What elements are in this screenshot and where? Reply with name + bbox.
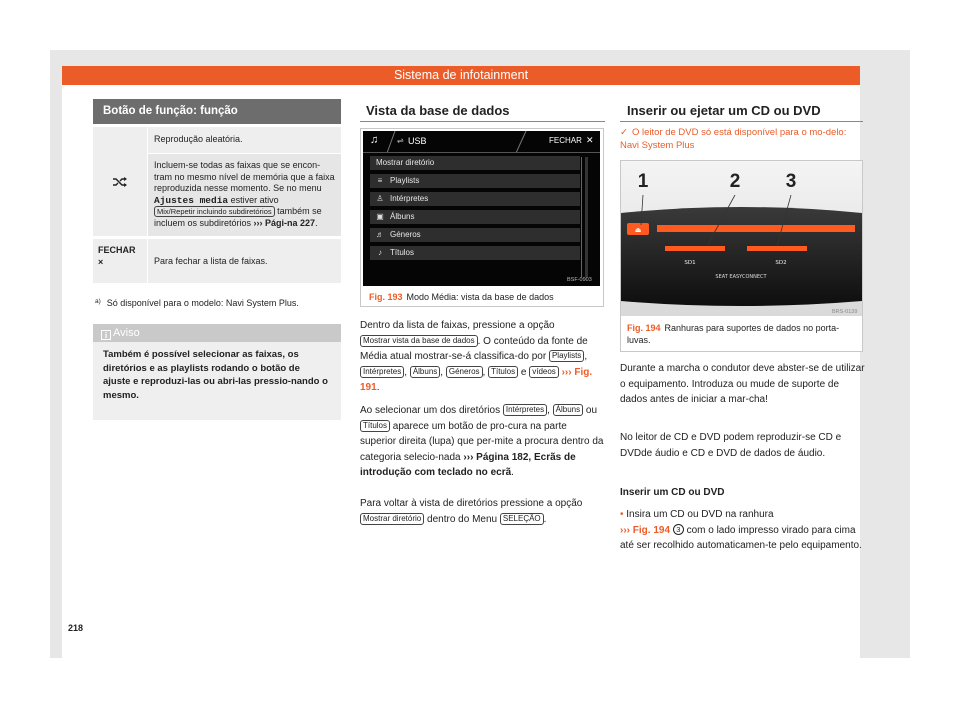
availability-note: ✓ O leitor de DVD só está disponível para o mo-delo: Navi System Plus bbox=[620, 127, 847, 151]
function-table bbox=[93, 99, 341, 283]
table-row bbox=[93, 127, 341, 236]
paragraph: Ao selecionar um dos diretórios Intérpretes , Álbuns ou Títulos aparece um botão de pro-cura na parte superior direita (lupa) que per-mite a procura dentro da categoria selecio-nada ››› Página 182, Ecrãs de introdução com teclado no ecrã. bbox=[360, 405, 604, 478]
figure-reference[interactable]: ››› Fig. 194 bbox=[620, 524, 671, 536]
artist-icon: ♙ bbox=[376, 194, 384, 203]
page-reference[interactable]: ››› Pági-na 227 bbox=[253, 217, 316, 228]
option-button: Mostrar diretório bbox=[360, 513, 424, 525]
figure-code: BRS-0139 bbox=[832, 309, 858, 315]
notice-title: Aviso bbox=[113, 327, 140, 339]
page-reference[interactable]: ››› Página 182, Ecrãs de introdução com teclado no ecrã bbox=[360, 451, 576, 478]
close-button[interactable]: FECHAR bbox=[549, 136, 582, 145]
subheading: Inserir um CD ou DVD bbox=[620, 487, 725, 498]
paragraph: Dentro da lista de faixas, pressione a opção Mostrar vista da base de dados . O conteúdo da fonte de Média atual mostrar-se-á classifica-do por Playlists , Intérpretes , Álbuns , Géneros , Títulos e vídeos ››› Fig. 191. bbox=[360, 320, 593, 393]
glovebox-photo bbox=[621, 161, 862, 316]
bullet: • bbox=[620, 509, 627, 520]
info-icon bbox=[101, 328, 111, 346]
option-button: Álbuns bbox=[410, 366, 440, 378]
media-screen bbox=[363, 131, 600, 286]
list-item[interactable]: ♪ Títulos bbox=[370, 246, 580, 260]
usb-icon: ⇌ bbox=[397, 136, 404, 145]
list-item[interactable]: Mostrar diretório bbox=[370, 156, 580, 170]
option-button: Intérpretes bbox=[503, 404, 547, 416]
section-heading: Vista da base de dados bbox=[366, 103, 510, 118]
list-item[interactable]: ≡ Playlists bbox=[370, 174, 580, 188]
option-button: Mostrar vista da base de dados bbox=[360, 335, 478, 347]
music-note-icon: ♫ bbox=[370, 134, 379, 146]
scrollbar[interactable] bbox=[585, 157, 588, 277]
option-button: Intérpretes bbox=[360, 366, 404, 378]
function-label: FECHAR bbox=[98, 245, 136, 255]
option-button: Géneros bbox=[446, 366, 483, 378]
figure-code: BSF-0903 bbox=[567, 277, 592, 283]
notice-text: Também é possível selecionar as faixas, os diretórios e as playlists rodando o botão de ajuste e reproduzi-las ou abri-las pressio-nando o mesmo. bbox=[103, 349, 328, 401]
svg-text:⏏: ⏏ bbox=[634, 226, 642, 234]
option-button: Títulos bbox=[488, 366, 518, 378]
figure-caption: Fig. 193 Modo Média: vista da base de dados bbox=[369, 292, 554, 302]
paragraph: No leitor de CD e DVD podem reproduzir-se CD e DVDde áudio e CD e DVD de dados de áudio. bbox=[620, 432, 842, 459]
option-button: Álbuns bbox=[553, 404, 583, 416]
figure-reference[interactable]: ››› Fig. 191 bbox=[360, 366, 593, 393]
figure-caption: Fig. 194 Ranhuras para suportes de dados no porta-luvas. bbox=[627, 323, 840, 345]
callout-2: 2 bbox=[729, 171, 741, 192]
list-item[interactable]: ▣ Álbuns bbox=[370, 210, 580, 224]
notice-box bbox=[93, 324, 341, 420]
paragraph: Durante a marcha o condutor deve abster-se de utilizar o equipamento. Introduza ou mude de suporte de dados antes de iniciar a mar-cha! bbox=[620, 363, 865, 405]
running-header: Sistema de infotainment bbox=[62, 66, 860, 85]
option-button: SELEÇÃO bbox=[500, 513, 544, 525]
step: • Insira um CD ou DVD na ranhura ››› Fig. 194 3 com o lado impresso virado para cima até ser recolhido automaticamen-te pelo equipamento. bbox=[620, 509, 862, 551]
table-cell: Para fechar a lista de faixas. bbox=[154, 256, 268, 266]
option-button: Títulos bbox=[360, 420, 390, 432]
callout-number: 3 bbox=[673, 524, 684, 535]
table-cell: Reprodução aleatória. bbox=[148, 127, 341, 154]
source-label: USB bbox=[408, 136, 427, 146]
section-heading: Inserir ou ejetar um CD ou DVD bbox=[627, 103, 821, 118]
note-icon: ♪ bbox=[378, 248, 382, 257]
shuffle-icon bbox=[93, 127, 148, 236]
list-item[interactable]: ♙ Intérpretes bbox=[370, 192, 580, 206]
table-header: Botão de função: função bbox=[93, 99, 341, 124]
close-icon: × bbox=[98, 257, 104, 267]
paragraph: Para voltar à vista de diretórios pressione a opção Mostrar diretório dentro do Menu SELEÇÃO . bbox=[360, 498, 583, 525]
list-item[interactable]: ♬ Géneros bbox=[370, 228, 580, 242]
option-button: vídeos bbox=[529, 366, 559, 378]
check-icon: ✓ bbox=[620, 127, 628, 138]
genre-icon: ♬ bbox=[376, 230, 384, 239]
menu-option-pill: Mix/Repetir incluindo subdiretórios bbox=[154, 206, 275, 217]
playlist-icon: ≡ bbox=[377, 176, 383, 185]
close-icon: ✕ bbox=[586, 135, 594, 145]
footnote: $^{a)}$ Só disponível para o modelo: Navi System Plus. bbox=[95, 298, 299, 308]
table-row bbox=[93, 239, 341, 283]
page-number: 218 bbox=[68, 623, 84, 633]
brand-label: SEAT EASYCONNECT bbox=[715, 274, 767, 280]
callout-3: 3 bbox=[785, 171, 797, 192]
callout-1: 1 bbox=[637, 171, 649, 192]
directory-list bbox=[370, 156, 580, 264]
sd1-label: SD1 bbox=[684, 260, 696, 266]
table-cell: Incluem-se todas as faixas que se encon-tram no mesmo nível de memória que a faixa reproduzida nesse momento. Se no menu Ajustes media estiver ativo Mix/Repetir incluindo subdiretórios também se incluem os subdiretórios ››› Pági-na 227. bbox=[148, 154, 341, 236]
sd2-label: SD2 bbox=[775, 260, 787, 266]
album-icon: ▣ bbox=[376, 212, 384, 221]
option-button: Playlists bbox=[549, 350, 584, 362]
